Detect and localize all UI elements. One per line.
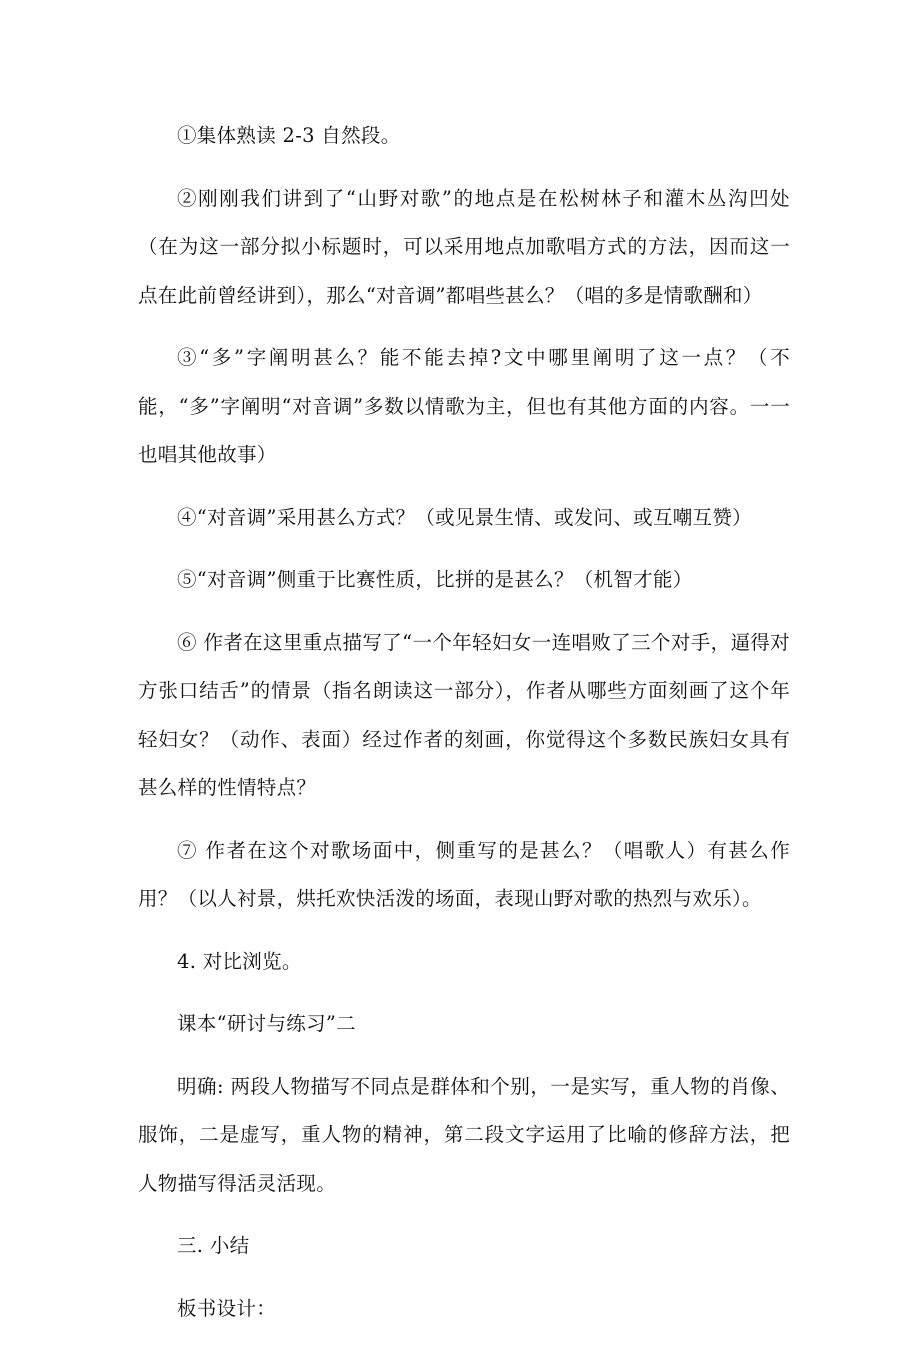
section-heading-summary: 三. 小结 — [177, 1234, 250, 1257]
paragraph-textbook-ref: 课本“研讨与练习”二 — [177, 1012, 356, 1035]
paragraph-step-3: ③“多”字阐明甚么？能不能去掉?文中哪里阐明了这一点？（不能，“多”字阐明“对音调”多数以情歌为主，但也有其他方面的内容。一一也唱其他故事） — [138, 346, 790, 466]
paragraph-step-7: ⑦ 作者在这个对歌场面中，侧重写的是甚么？（唱歌人）有甚么作用？（以人衬景，烘托欢快活泼的场面，表现山野对歌的热烈与欢乐）。 — [138, 838, 790, 910]
paragraph-step-4: ④“对音调”采用甚么方式？（或见景生情、或发问、或互嘲互赞） — [177, 505, 752, 529]
paragraph-step-5: ⑤“对音调”侧重于比赛性质，比拼的是甚么？（机智才能） — [177, 568, 693, 591]
section-heading-comparison: 4. 对比浏览。 — [177, 949, 302, 973]
document-body — [138, 112, 790, 1347]
paragraph-step-2: ②刚刚我们讲到了“山野对歌”的地点是在松树林子和灌木丛沟凹处（在为这一部分拟小标题时，可以采用地点加歌唱方式的方法，因而这一点在此前曾经讲到），那么“对音调”都唱些甚么？（唱的多是情歌酬和） — [138, 186, 790, 307]
paragraph-board-design: 板书设计： — [177, 1296, 277, 1320]
paragraph-step-6: ⑥ 作者在这里重点描写了“一个年轻妇女一连唱败了三个对手，逼得对方张口结舌”的情景（指名朗读这一部分），作者从哪些方面刻画了这个年轻妇女？（动作、表面）经过作者的刻画，你觉得这个多数民族妇女具有甚么样的性情特点？ — [138, 630, 790, 799]
paragraph-clarification: 明确: 两段人物描写不同点是群体和个别，一是实写，重人物的肖像、服饰，二是虚写，重人物的精神，第二段文字运用了比喻的修辞方法，把人物描写得活灵活现。 — [138, 1074, 790, 1195]
paragraph-step-1: ①集体熟读 2-3 自然段。 — [177, 124, 401, 147]
